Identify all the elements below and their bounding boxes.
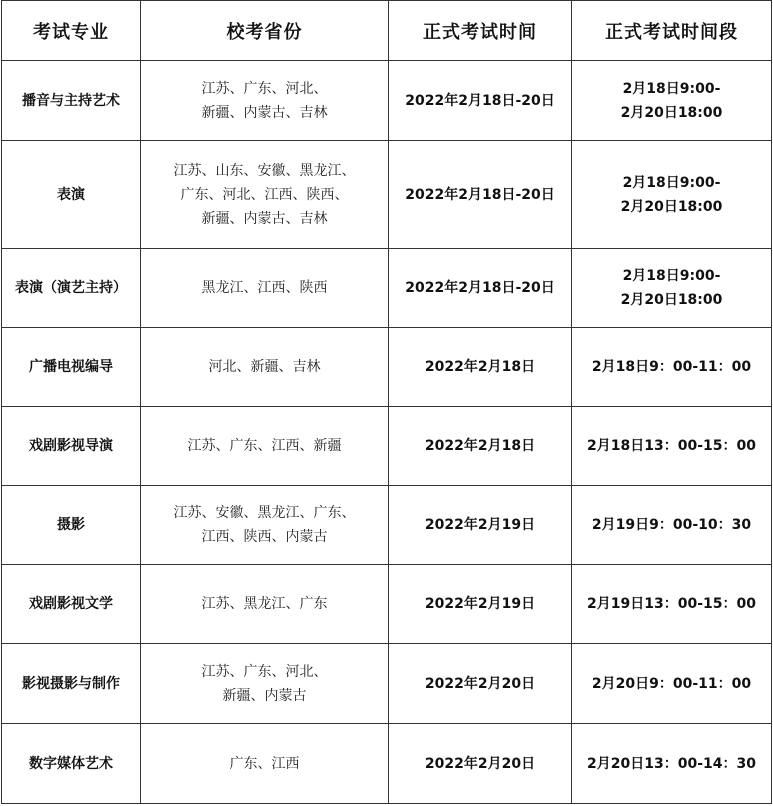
period-line: 2月18日9：00-11：00 <box>591 359 752 375</box>
provinces-line: 黑龙江、江西、陕西 <box>201 280 328 296</box>
cell-exam-date: 2022年2月18日-20日 <box>389 249 572 328</box>
table-row <box>2 565 772 644</box>
provinces-line: 江苏、山东、安徽、黑龙江、 <box>173 162 356 179</box>
cell-exam-period <box>572 328 772 407</box>
cell-exam-period <box>572 644 772 724</box>
cell-exam-period <box>572 724 772 804</box>
header-row <box>2 1 772 61</box>
cell-exam-date: 2022年2月18日-20日 <box>389 61 572 141</box>
cell-exam-period <box>572 249 772 328</box>
cell-provinces <box>141 407 389 486</box>
cell-exam-period <box>572 407 772 486</box>
cell-major: 数字媒体艺术 <box>2 724 141 804</box>
table-row <box>2 407 772 486</box>
cell-exam-date: 2022年2月20日 <box>389 644 572 724</box>
provinces-line: 新疆、内蒙古 <box>222 687 307 704</box>
provinces-line: 江苏、广东、河北、 <box>201 663 328 680</box>
cell-provinces <box>141 61 389 141</box>
header-exam-date: 正式考试时间 <box>389 1 572 61</box>
provinces-line: 江苏、广东、江西、新疆 <box>187 438 342 454</box>
cell-provinces <box>141 644 389 724</box>
table-row <box>2 724 772 804</box>
cell-provinces <box>141 486 389 565</box>
cell-exam-period <box>572 61 772 141</box>
cell-major: 戏剧影视导演 <box>2 407 141 486</box>
cell-exam-period <box>572 565 772 644</box>
provinces-line: 河北、新疆、吉林 <box>208 359 321 375</box>
table-row <box>2 141 772 249</box>
cell-exam-date: 2022年2月20日 <box>389 724 572 804</box>
table-row <box>2 486 772 565</box>
cell-exam-date: 2022年2月18日 <box>389 328 572 407</box>
period-line: 2月18日9:00- <box>622 174 721 191</box>
period-line: 2月20日18:00 <box>620 104 723 121</box>
table-row <box>2 249 772 328</box>
cell-major: 影视摄影与制作 <box>2 644 141 724</box>
provinces-line: 江苏、广东、河北、 <box>201 80 328 97</box>
cell-exam-date: 2022年2月19日 <box>389 565 572 644</box>
header-provinces: 校考省份 <box>141 1 389 61</box>
provinces-line: 广东、江西 <box>229 755 300 772</box>
cell-provinces <box>141 724 389 804</box>
table-row <box>2 644 772 724</box>
period-line: 2月20日13：00-14：30 <box>587 755 756 772</box>
cell-provinces <box>141 141 389 249</box>
period-line: 2月18日9:00- <box>622 268 721 284</box>
provinces-line: 江苏、黑龙江、广东 <box>201 596 328 612</box>
period-line: 2月19日9：00-10：30 <box>591 517 752 533</box>
cell-major: 播音与主持艺术 <box>2 61 141 141</box>
cell-major: 表演 <box>2 141 141 249</box>
exam-schedule-table <box>1 0 772 804</box>
cell-major: 戏剧影视文学 <box>2 565 141 644</box>
provinces-line: 江苏、安徽、黑龙江、广东、 <box>173 505 356 521</box>
provinces-line: 广东、河北、江西、陕西、 <box>180 186 349 203</box>
table-header <box>2 1 772 61</box>
period-line: 2月20日9：00-11：00 <box>591 675 752 692</box>
cell-major: 表演（演艺主持） <box>2 249 141 328</box>
cell-exam-date: 2022年2月18日 <box>389 407 572 486</box>
cell-exam-date: 2022年2月18日-20日 <box>389 141 572 249</box>
period-line: 2月18日9:00- <box>622 80 721 97</box>
table-body <box>2 61 772 804</box>
table-row <box>2 328 772 407</box>
cell-provinces <box>141 565 389 644</box>
period-line: 2月20日18:00 <box>620 292 723 308</box>
cell-exam-period <box>572 141 772 249</box>
cell-major: 摄影 <box>2 486 141 565</box>
table-row <box>2 61 772 141</box>
cell-exam-period <box>572 486 772 565</box>
cell-provinces <box>141 328 389 407</box>
cell-exam-date: 2022年2月19日 <box>389 486 572 565</box>
provinces-line: 新疆、内蒙古、吉林 <box>201 210 328 227</box>
period-line: 2月19日13：00-15：00 <box>587 596 756 612</box>
header-major: 考试专业 <box>2 1 141 61</box>
provinces-line: 新疆、内蒙古、吉林 <box>201 104 328 121</box>
provinces-line: 江西、陕西、内蒙古 <box>201 529 328 545</box>
cell-provinces <box>141 249 389 328</box>
period-line: 2月18日13：00-15：00 <box>587 438 756 454</box>
header-exam-period: 正式考试时间段 <box>572 1 772 61</box>
period-line: 2月20日18:00 <box>620 198 723 215</box>
cell-major: 广播电视编导 <box>2 328 141 407</box>
